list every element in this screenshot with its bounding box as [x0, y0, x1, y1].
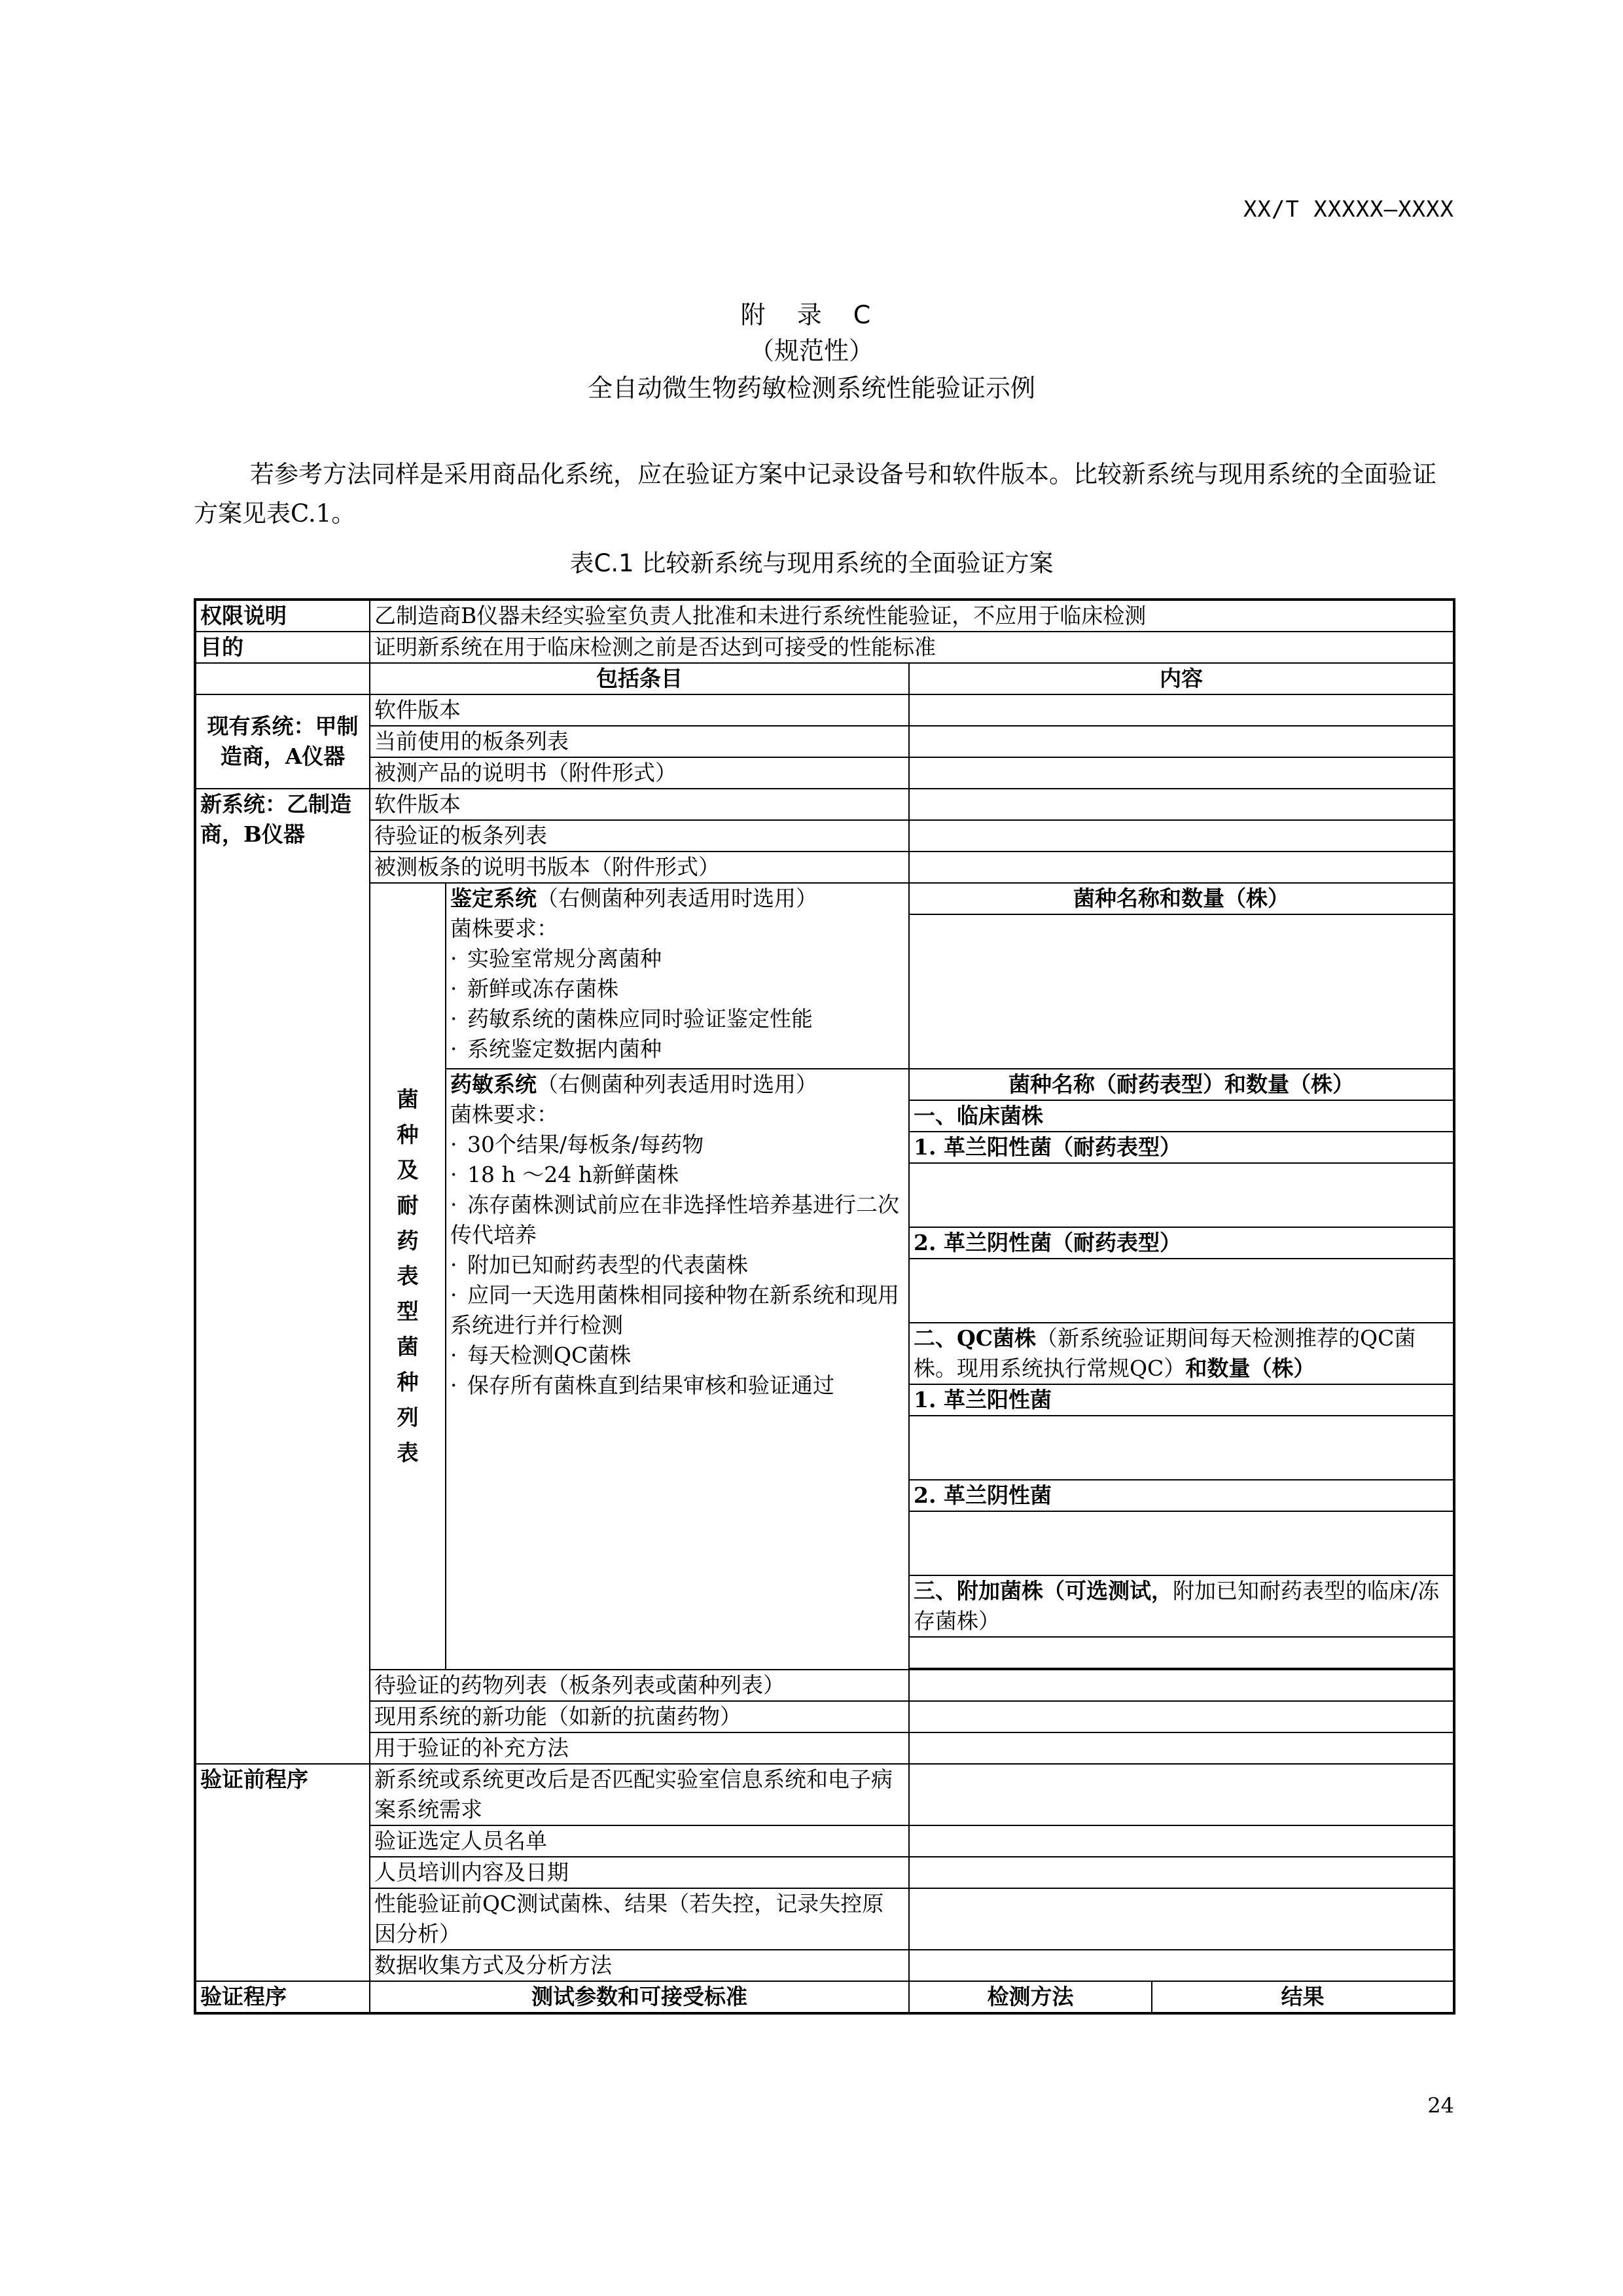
procedure-col-result: 结果 — [1152, 1981, 1454, 2013]
pre-item: 人员培训内容及日期 — [370, 1857, 909, 1888]
new-item: 软件版本 — [370, 789, 909, 820]
column-header-items: 包括条目 — [370, 663, 909, 694]
table-row — [195, 789, 1454, 820]
content-cell — [909, 1732, 1454, 1764]
content-cell — [909, 820, 1454, 852]
strain-list-vertical-label: 菌 种 及 耐 药 表 型 菌 种 列 表 — [370, 883, 446, 1670]
gram-positive: 1. 革兰阳性菌 — [909, 1384, 1454, 1416]
content-cell — [909, 1259, 1454, 1323]
new-item: 被测板条的说明书版本（附件形式） — [370, 852, 909, 883]
procedure-col-params: 测试参数和可接受标准 — [370, 1981, 909, 2013]
pre-item: 性能验证前QC测试菌株、结果（若失控，记录失控原因分析） — [370, 1888, 909, 1950]
qc-strains-title: 二、QC菌株（新系统验证期间每天检测推荐的QC菌株。现用系统执行常规QC）和数量（株） — [909, 1323, 1454, 1384]
document-code: XX/T XXXXX—XXXX — [1243, 196, 1454, 223]
table-row — [195, 600, 1454, 632]
more-item: 待验证的药物列表（板条列表或菌种列表） — [370, 1670, 909, 1701]
intro-paragraph: 若参考方法同样是采用商品化系统，应在验证方案中记录设备号和软件版本。比较新系统与现用系统的全面验证方案见表C.1。 — [194, 460, 1436, 528]
content-cell — [909, 1163, 1454, 1227]
table-row — [195, 1888, 1454, 1950]
authority-text: 乙制造商B仪器未经实验室负责人批准和未进行系统性能验证，不应用于临床检测 — [370, 600, 1454, 632]
table-header-row — [195, 663, 1454, 694]
clinical-strains-title: 一、临床菌株 — [909, 1100, 1454, 1132]
pre-item: 验证选定人员名单 — [370, 1825, 909, 1857]
appendix-title: 附 录 C — [740, 300, 883, 329]
procedure-col-method: 检测方法 — [909, 1981, 1152, 2013]
content-cell — [909, 1670, 1454, 1701]
table-row — [195, 757, 1454, 789]
purpose-label: 目的 — [195, 632, 370, 663]
existing-system-label: 现有系统：甲制造商，A仪器 — [195, 694, 370, 789]
procedure-label: 验证程序 — [195, 1981, 370, 2013]
more-item: 用于验证的补充方法 — [370, 1732, 909, 1764]
existing-item: 软件版本 — [370, 694, 909, 726]
content-cell — [909, 1416, 1454, 1480]
content-cell — [909, 1857, 1454, 1888]
ast-system-right-header: 菌种名称（耐药表型）和数量（株） — [909, 1069, 1454, 1100]
content-cell — [909, 1950, 1454, 1981]
id-system-cell: 鉴定系统（右侧菌种列表适用时选用） 菌株要求： · 实验室常规分离菌种 · 新鲜或冻存菌株 · 药敏系统的菌株应同时验证鉴定性能 · 系统鉴定数据内菌种 — [446, 883, 909, 1069]
appendix-type: （规范性） — [749, 336, 874, 365]
page-number: 24 — [1427, 2093, 1454, 2118]
gram-negative: 2. 革兰阴性菌 — [909, 1480, 1454, 1511]
table-row — [195, 1732, 1454, 1764]
table-row — [195, 1670, 1454, 1701]
appendix-subtitle: 全自动微生物药敏检测系统性能验证示例 — [587, 374, 1035, 403]
content-cell — [909, 694, 1454, 726]
content-cell — [909, 1764, 1454, 1825]
content-cell — [909, 757, 1454, 789]
more-item: 现用系统的新功能（如新的抗菌药物） — [370, 1701, 909, 1732]
gram-positive-resistant: 1. 革兰阳性菌（耐药表型） — [909, 1132, 1454, 1163]
table-row — [195, 726, 1454, 757]
content-cell — [909, 1701, 1454, 1732]
content-cell — [909, 1637, 1454, 1668]
new-item: 待验证的板条列表 — [370, 820, 909, 852]
table-row — [195, 694, 1454, 726]
purpose-text: 证明新系统在用于临床检测之前是否达到可接受的性能标准 — [370, 632, 1454, 663]
pre-verification-label: 验证前程序 — [195, 1764, 370, 1981]
new-system-label: 新系统：乙制造商，B仪器 — [195, 789, 370, 1764]
content-cell — [909, 789, 1454, 820]
verification-table — [194, 598, 1455, 2015]
content-cell — [909, 726, 1454, 757]
table-row — [195, 632, 1454, 663]
extra-strains-title: 三、附加菌株（可选测试，附加已知耐药表型的临床/冻存菌株） — [909, 1575, 1454, 1637]
pre-item: 数据收集方式及分析方法 — [370, 1950, 909, 1981]
table-row — [195, 1950, 1454, 1981]
existing-item: 被测产品的说明书（附件形式） — [370, 757, 909, 789]
table-row — [195, 1981, 1454, 2013]
table-row — [195, 852, 1454, 883]
table-row — [195, 1701, 1454, 1732]
table-row — [195, 1857, 1454, 1888]
table-row — [195, 1764, 1454, 1825]
table-row — [195, 883, 1454, 914]
gram-negative-resistant: 2. 革兰阴性菌（耐药表型） — [909, 1227, 1454, 1259]
ast-system-cell: 药敏系统（右侧菌种列表适用时选用） 菌株要求： · 30个结果/每板条/每药物 · 18 h ～24 h新鲜菌株 · 冻存菌株测试前应在非选择性培养基进行二次传代培养 · 附加已知耐药表型的代表菌株 · 应同一天选用菌株相同接种物在新系统和现用系统进行并行检测 · 每天检测QC菌株 · 保存所有菌株直到结果审核和验证通过 — [446, 1069, 909, 1670]
table-row — [195, 820, 1454, 852]
table-row — [195, 1825, 1454, 1857]
content-cell — [909, 852, 1454, 883]
pre-item: 新系统或系统更改后是否匹配实验室信息系统和电子病案系统需求 — [370, 1764, 909, 1825]
authority-label: 权限说明 — [195, 600, 370, 632]
content-cell — [909, 914, 1454, 1069]
id-system-right-header: 菌种名称和数量（株） — [909, 883, 1454, 914]
table-caption: 表C.1 比较新系统与现用系统的全面验证方案 — [569, 549, 1054, 577]
column-header-content: 内容 — [909, 663, 1454, 694]
empty-cell — [195, 663, 370, 694]
existing-item: 当前使用的板条列表 — [370, 726, 909, 757]
content-cell — [909, 1511, 1454, 1575]
content-cell — [909, 1825, 1454, 1857]
content-cell — [909, 1888, 1454, 1950]
